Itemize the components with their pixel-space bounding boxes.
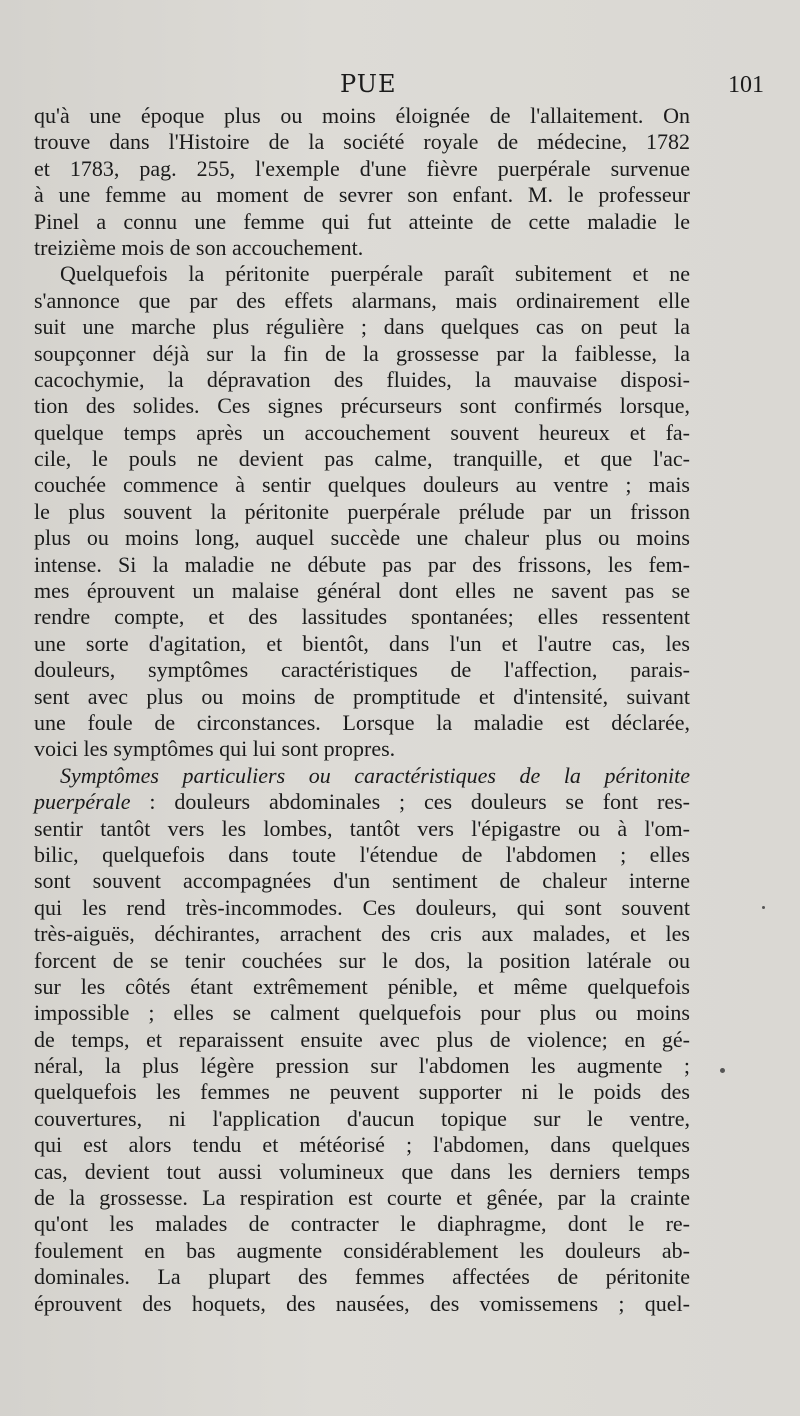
text-line: sont souvent accompagnées d'un sentiment de chaleur interne bbox=[34, 868, 690, 894]
text-line: foulement en bas augmente considérablement les douleurs ab- bbox=[34, 1237, 690, 1263]
text-line: dominales. La plupart des femmes affectées de péritonite bbox=[34, 1264, 690, 1290]
text-line: quelquefois les femmes ne peuvent supporter ni le poids des bbox=[34, 1079, 690, 1105]
text-line: suit une marche plus régulière ; dans quelques cas on peut la bbox=[34, 314, 690, 340]
text-line: qui est alors tendu et météorisé ; l'abdomen, dans quelques bbox=[34, 1132, 690, 1158]
text-line: cas, devient tout aussi volumineux que dans les derniers temps bbox=[34, 1158, 690, 1184]
symptoms-term: puerpérale bbox=[34, 789, 131, 815]
text-line: qu'ont les malades de contracter le diaphragme, dont le re- bbox=[34, 1211, 690, 1237]
symptoms-heading-line: Symptômes particuliers ou caractéristiques de la péritonite bbox=[60, 762, 690, 788]
text-line: éprouvent des hoquets, des nausées, des vomissemens ; quel- bbox=[34, 1290, 690, 1316]
text-line: sent avec plus ou moins de promptitude et d'intensité, suivant bbox=[34, 683, 690, 709]
ink-speck bbox=[720, 1068, 725, 1073]
symptoms-text: : douleurs abdominales ; ces douleurs se font res- bbox=[130, 789, 690, 815]
body-text bbox=[34, 103, 690, 1317]
text-line: tion des solides. Ces signes précurseurs sont confirmés lorsque, bbox=[34, 393, 690, 419]
text-line: néral, la plus légère pression sur l'abdomen les augmente ; bbox=[34, 1053, 690, 1079]
text-line: sentir tantôt vers les lombes, tantôt vers l'épigastre ou à l'om- bbox=[34, 815, 690, 841]
text-line: cacochymie, la dépravation des fluides, la mauvaise disposi- bbox=[34, 366, 690, 392]
text-line: qu'à une époque plus ou moins éloignée de l'allaitement. On bbox=[34, 103, 690, 128]
ink-speck bbox=[762, 906, 765, 909]
text-line: très-aiguës, déchirantes, arrachent des cris aux malades, et les bbox=[34, 921, 690, 947]
running-head: PUE bbox=[340, 70, 397, 98]
text-line: Pinel a connu une femme qui fut atteinte de cette maladie le bbox=[34, 208, 690, 234]
text-line: treizième mois de son accouchement. bbox=[34, 234, 364, 260]
text-line: à une femme au moment de sevrer son enfant. M. le professeur bbox=[34, 182, 690, 208]
text-line: une sorte d'agitation, et bientôt, dans l'un et l'autre cas, les bbox=[34, 630, 690, 656]
text-line: intense. Si la maladie ne débute pas par des frissons, les fem- bbox=[34, 551, 690, 577]
text-line: qui les rend très-incommodes. Ces douleurs, qui sont souvent bbox=[34, 894, 690, 920]
text-line: douleurs, symptômes caractéristiques de l'affection, parais- bbox=[34, 657, 690, 683]
text-line: Quelquefois la péritonite puerpérale paraît subitement et ne bbox=[60, 261, 690, 287]
text-line: voici les symptômes qui lui sont propres. bbox=[34, 736, 396, 762]
page-number: 101 bbox=[728, 72, 764, 98]
text-line: s'annonce que par des effets alarmans, mais ordinairement elle bbox=[34, 287, 690, 313]
text-line: le plus souvent la péritonite puerpérale prélude par un frisson bbox=[34, 498, 690, 524]
text-line: couvertures, ni l'application d'aucun topique sur le ventre, bbox=[34, 1105, 690, 1131]
text-line: bilic, quelquefois dans toute l'étendue de l'abdomen ; elles bbox=[34, 841, 690, 867]
text-line: plus ou moins long, auquel succède une chaleur plus ou moins bbox=[34, 525, 690, 551]
text-line: de temps, et reparaissent ensuite avec plus de violence; en gé- bbox=[34, 1026, 690, 1052]
text-line: couchée commence à sentir quelques douleurs au ventre ; mais bbox=[34, 472, 690, 498]
text-line: impossible ; elles se calment quelquefois pour plus ou moins bbox=[34, 1000, 690, 1026]
symptoms-line bbox=[34, 789, 690, 815]
text-line: mes éprouvent un malaise général dont elles ne savent pas se bbox=[34, 578, 690, 604]
text-line: quelque temps après un accouchement souvent heureux et fa- bbox=[34, 419, 690, 445]
page-header bbox=[30, 68, 770, 108]
text-line: trouve dans l'Histoire de la société royale de médecine, 1782 bbox=[34, 129, 690, 155]
text-line: de la grossesse. La respiration est courte et gênée, par la crainte bbox=[34, 1185, 690, 1211]
text-line: forcent de se tenir couchées sur le dos, la position latérale ou bbox=[34, 947, 690, 973]
text-line: une foule de circonstances. Lorsque la maladie est déclarée, bbox=[34, 709, 690, 735]
text-line: et 1783, pag. 255, l'exemple d'une fièvre puerpérale survenue bbox=[34, 155, 690, 181]
text-line: soupçonner déjà sur la fin de la grossesse par la faiblesse, la bbox=[34, 340, 690, 366]
text-line: cile, le pouls ne devient pas calme, tranquille, et que l'ac- bbox=[34, 446, 690, 472]
text-line: sur les côtés étant extrêmement pénible, et même quelquefois bbox=[34, 973, 690, 999]
text-line: rendre compte, et des lassitudes spontanées; elles ressentent bbox=[34, 604, 690, 630]
